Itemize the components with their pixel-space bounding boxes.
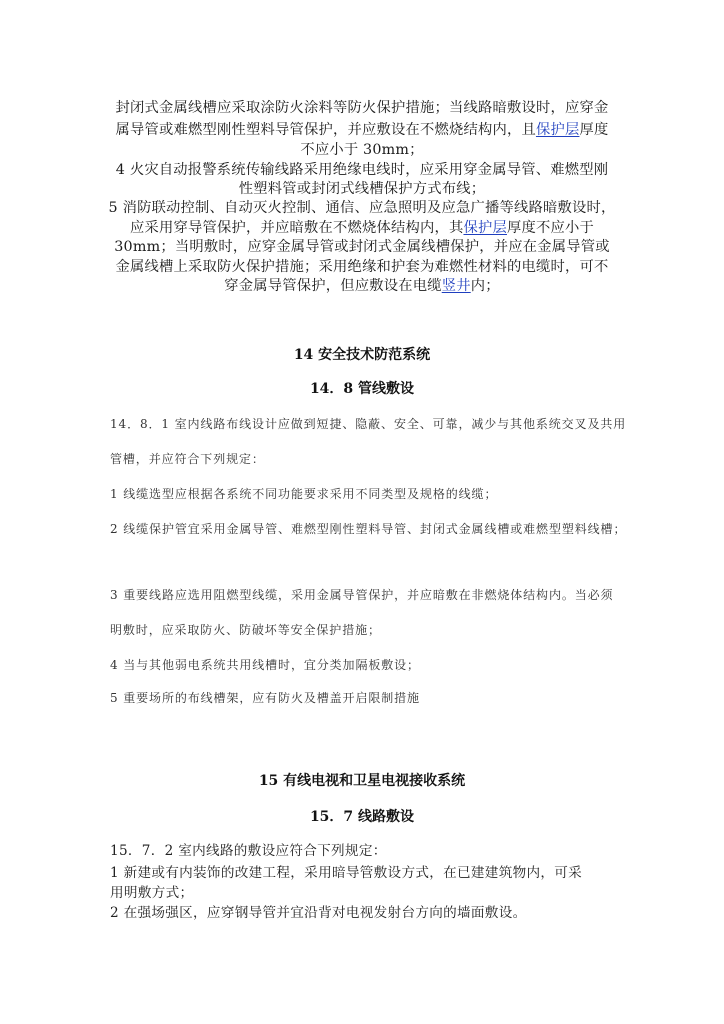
fire-line-2: 属导管或难燃型刚性塑料导管保护，并应敷设在不燃烧结构内，且保护层厚度 bbox=[115, 122, 609, 138]
fire-line-8: 30mm；当明敷时，应穿金属导管或封闭式金属线槽保护，并应在金属导管或 bbox=[114, 239, 610, 255]
fire-line-9: 金属线槽上采取防火保护措施；采用绝缘和护套为难燃性材料的电缆时，可不 bbox=[115, 259, 609, 275]
s14-line-2: 管槽，并应符合下列规定： bbox=[110, 452, 265, 466]
shaft-link[interactable]: 竖井 bbox=[441, 278, 471, 294]
s15-line-3: 用明敷方式； bbox=[110, 885, 194, 901]
fire-line-6: 5 消防联动控制、自动灭火控制、通信、应急照明及应急广播等线路暗敷设时， bbox=[108, 200, 616, 216]
section-14-subtitle: 14．8 管线敷设 bbox=[309, 381, 415, 397]
fire-line-1: 封闭式金属线槽应采取涂防火涂料等防火保护措施；当线路暗敷设时，应穿金 bbox=[115, 100, 609, 116]
section-14-title: 14 安全技术防范系统 bbox=[293, 347, 431, 363]
fire-line-7: 应采用穿导管保护，并应暗敷在不燃烧体结构内，其保护层厚度不应小于 bbox=[130, 220, 594, 236]
fire-line-10: 穿金属导管保护，但应敷设在电缆竖井内； bbox=[224, 278, 500, 294]
fire-line-5: 性塑料管或封闭式线槽保护方式布线； bbox=[238, 181, 486, 197]
s15-line-4: 2 在强场强区，应穿钢导管并宜沿背对电视发射台方向的墙面敷设。 bbox=[110, 905, 527, 921]
protective-layer-link[interactable]: 保护层 bbox=[535, 122, 580, 138]
s14-line-7: 4 当与其他弱电系统共用线槽时，宜分类加隔板敷设； bbox=[110, 658, 420, 672]
s14-line-3: 1 线缆选型应根据各系统不同功能要求采用不同类型及规格的线缆； bbox=[110, 487, 498, 501]
fire-line-3: 不应小于 30mm； bbox=[300, 142, 424, 158]
s14-line-8: 5 重要场所的布线槽架，应有防火及槽盖开启限制措施 bbox=[110, 691, 420, 705]
section-15-title: 15 有线电视和卫星电视接收系统 bbox=[258, 773, 466, 789]
fire-line-4: 4 火灾自动报警系统传输线路采用绝缘电线时，应采用穿金属导管、难燃型刚 bbox=[115, 162, 609, 178]
s15-line-1: 15．7．2 室内线路的敷设应符合下列规定： bbox=[110, 843, 387, 859]
section-15-subtitle: 15．7 线路敷设 bbox=[309, 809, 415, 825]
protective-layer-link-2[interactable]: 保护层 bbox=[463, 220, 507, 236]
s15-line-2: 1 新建或有内装饰的改建工程，采用暗导管敷设方式，在已建建筑物内，可采 bbox=[110, 865, 583, 881]
s14-line-4: 2 线缆保护管宜采用金属导管、难燃型刚性塑料导管、封闭式金属线槽或难燃型塑料线槽； bbox=[110, 522, 627, 536]
s14-line-1: 14．8．1 室内线路布线设计应做到短捷、隐蔽、安全、可靠，减少与其他系统交叉及共用 bbox=[110, 417, 627, 431]
s14-line-5: 3 重要线路应选用阻燃型线缆，采用金属导管保护，并应暗敷在非燃烧体结构内。当必须 bbox=[110, 588, 614, 602]
s14-line-6: 明敷时，应采取防火、防破坏等安全保护措施； bbox=[110, 623, 381, 637]
